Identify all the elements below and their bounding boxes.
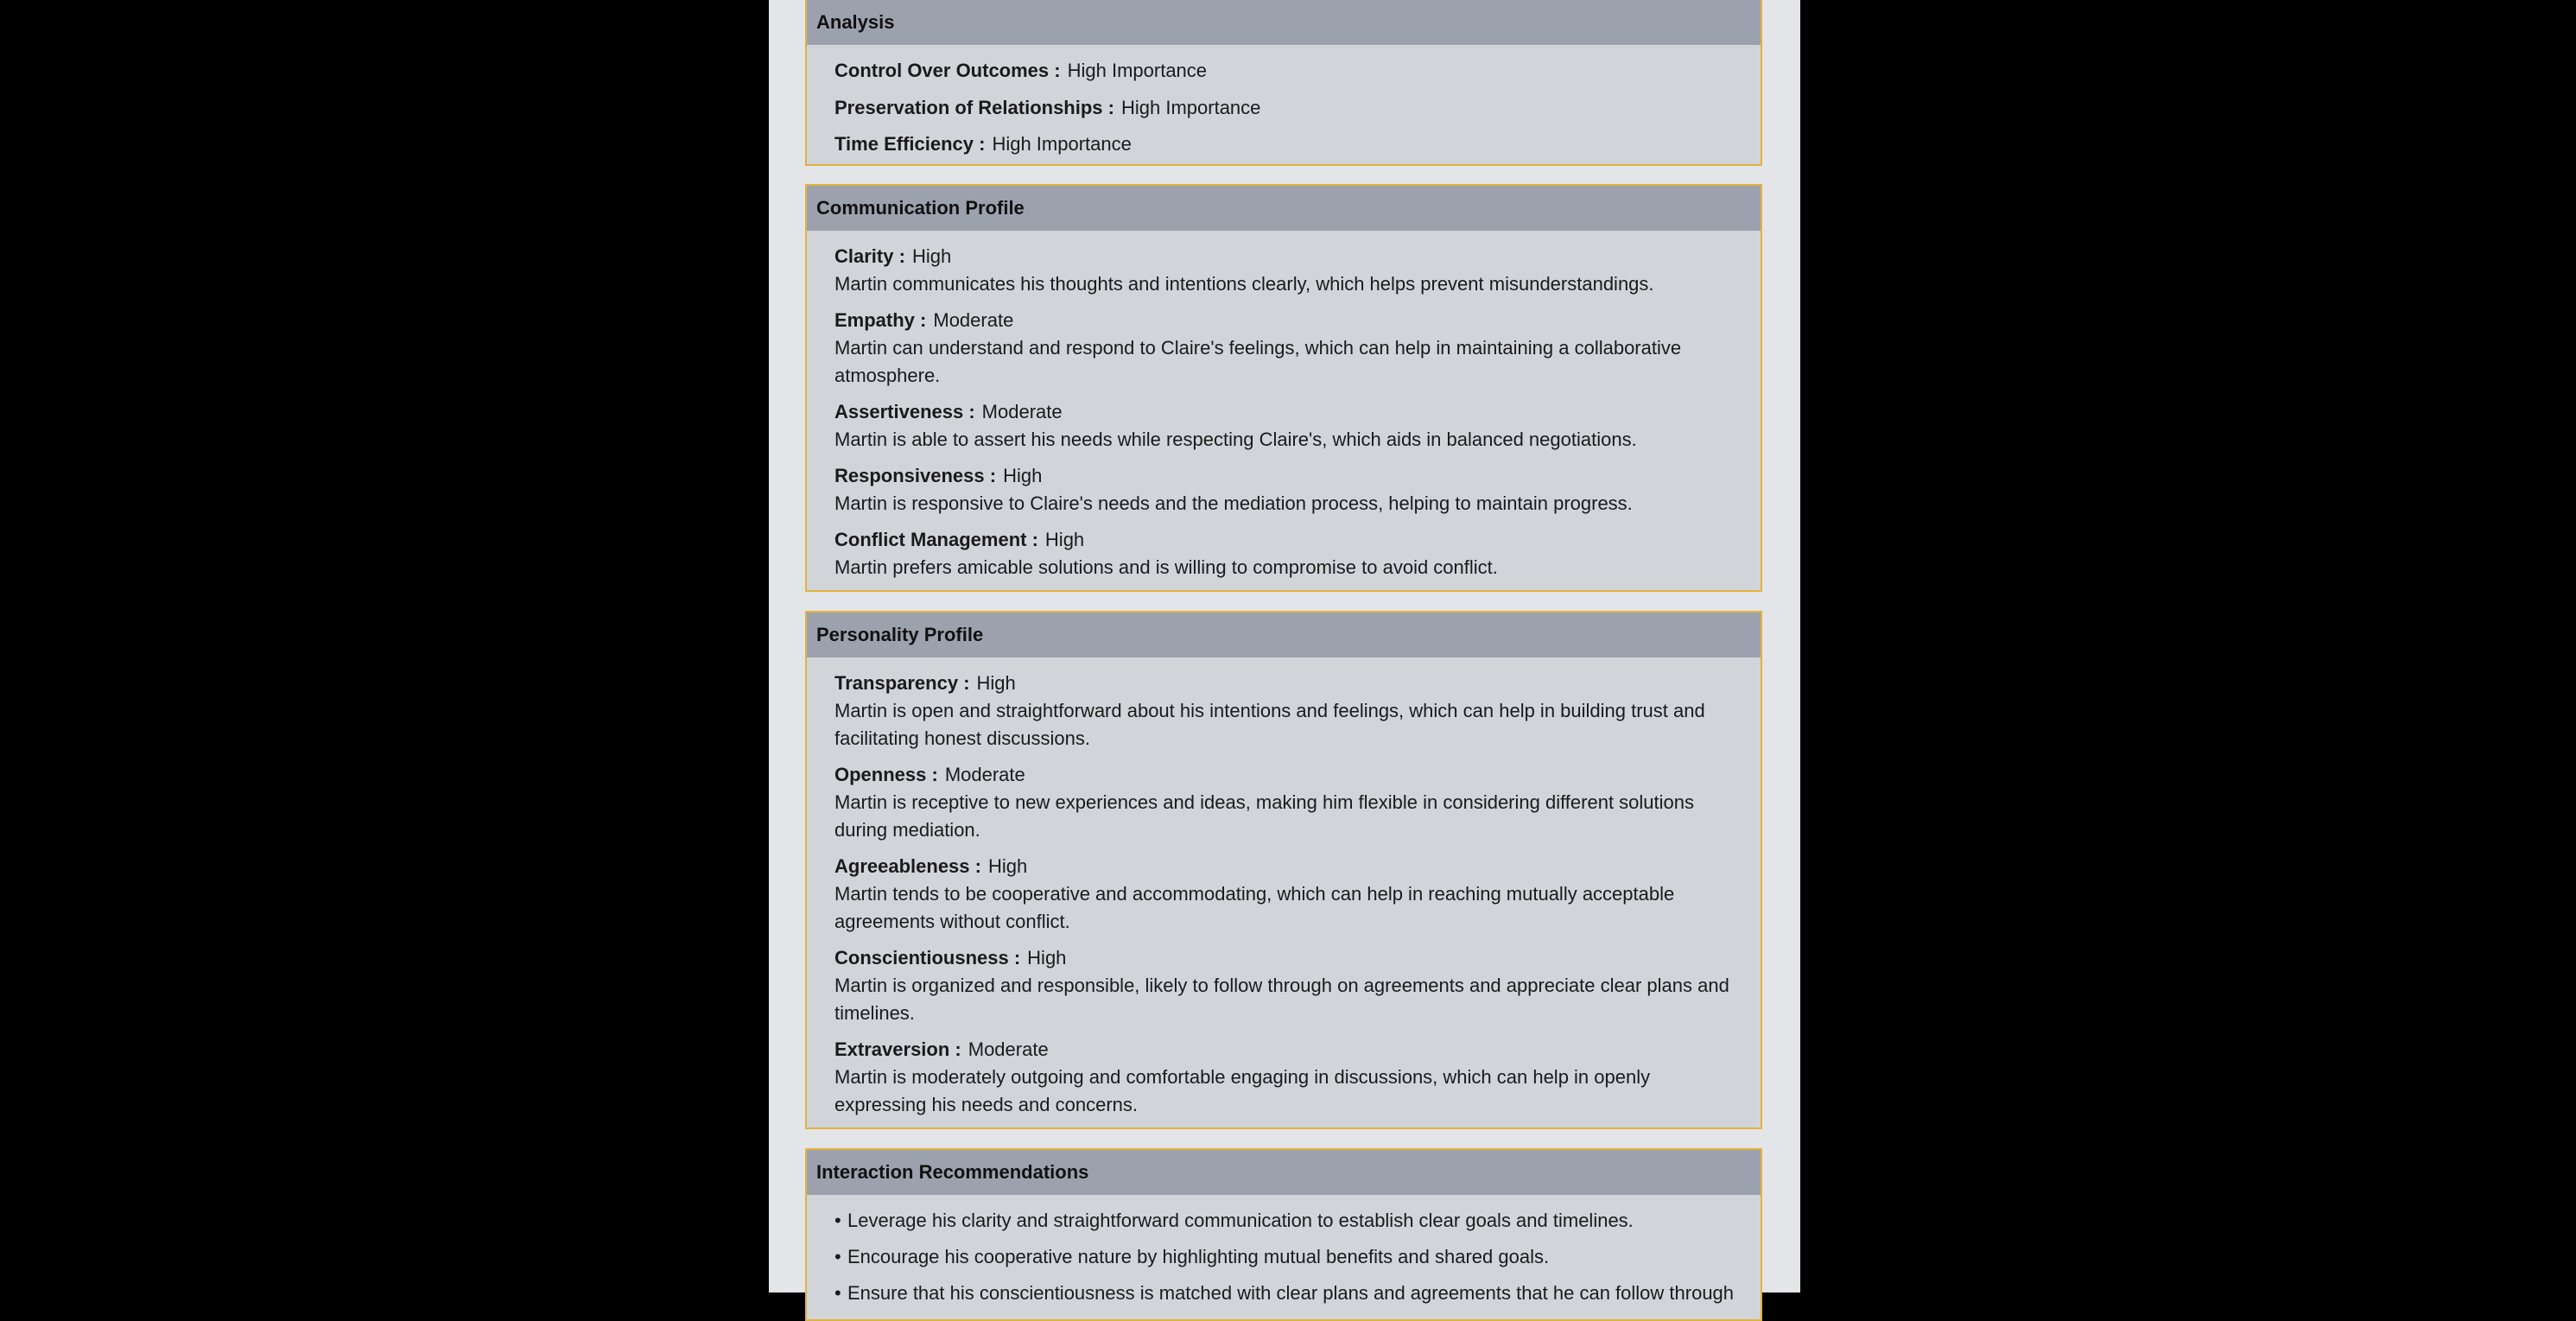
trait-description: Martin tends to be cooperative and accommodating, which can help in reaching mutually acceptable agreements without conflict.: [834, 883, 1675, 932]
recommendation-text: Encourage his cooperative nature by highlighting mutual benefits and shared goals.: [847, 1246, 1550, 1267]
bullet-icon: •: [834, 1246, 841, 1267]
item-value: High Importance: [1067, 60, 1208, 81]
bullet-icon: •: [834, 1210, 841, 1231]
trait-value: High: [1003, 465, 1043, 486]
trait-item: [834, 1036, 1742, 1119]
trait-value: Moderate: [944, 764, 1025, 785]
section-header: [807, 1150, 1761, 1195]
trait-description: Martin is organized and responsible, likely to follow through on agreements and appreciate clear plans and timelines.: [834, 975, 1729, 1024]
trait-label: Agreeableness :: [834, 855, 981, 877]
trait-item: [834, 944, 1742, 1027]
trait-item: [834, 462, 1742, 518]
personality-profile-section: [805, 611, 1762, 1129]
analysis-item: [834, 94, 1742, 122]
bullet-icon: •: [834, 1282, 841, 1304]
section-header: [807, 186, 1761, 231]
trait-value: Moderate: [981, 401, 1063, 422]
trait-label: Extraversion :: [834, 1038, 961, 1060]
section-title: Communication Profile: [816, 197, 1025, 219]
recommendation-item: [834, 1280, 1742, 1307]
profile-page: [769, 0, 1800, 1304]
trait-label: Openness :: [834, 764, 938, 785]
trait-item: [834, 761, 1742, 844]
trait-label: Clarity :: [834, 245, 905, 267]
trait-label: Transparency :: [834, 672, 970, 694]
trait-item: [834, 526, 1742, 581]
analysis-item: [834, 130, 1742, 158]
trait-value: High: [987, 855, 1028, 877]
interaction-recommendations-section: [805, 1148, 1762, 1321]
trait-value: High: [1044, 529, 1085, 550]
trait-label: Empathy :: [834, 309, 926, 331]
trait-item: [834, 670, 1742, 753]
item-label: Time Efficiency :: [834, 133, 985, 155]
trait-description: Martin is open and straightforward about his intentions and feelings, which can help in building trust and facilitating honest discussions.: [834, 700, 1705, 749]
item-label: Control Over Outcomes :: [834, 60, 1061, 81]
trait-label: Conflict Management :: [834, 529, 1038, 550]
item-value: High Importance: [1120, 96, 1261, 118]
section-title: Personality Profile: [816, 624, 984, 645]
trait-value: High: [976, 672, 1016, 694]
trait-description: Martin prefers amicable solutions and is willing to compromise to avoid conflict.: [834, 556, 1498, 578]
trait-value: Moderate: [933, 309, 1014, 331]
analysis-item: [834, 57, 1742, 85]
section-header: [807, 0, 1761, 45]
section-title: Analysis: [816, 11, 895, 33]
trait-item: [834, 243, 1742, 298]
trait-item: [834, 307, 1742, 390]
analysis-section: [805, 0, 1762, 166]
trait-description: Martin is receptive to new experiences and ideas, making him flexible in considering different solutions during mediation.: [834, 791, 1695, 841]
trait-item: [834, 853, 1742, 936]
item-value: High Importance: [992, 133, 1132, 155]
trait-description: Martin is responsive to Claire's needs and the mediation process, helping to maintain progress.: [834, 492, 1633, 514]
trait-value: High: [911, 245, 952, 267]
trait-description: Martin is able to assert his needs while respecting Claire's, which aids in balanced negotiations.: [834, 429, 1637, 450]
communication-profile-section: [805, 184, 1762, 592]
trait-item: [834, 398, 1742, 454]
trait-description: Martin is moderately outgoing and comfortable engaging in discussions, which can help in openly expressing his needs and concerns.: [834, 1066, 1651, 1115]
item-label: Preservation of Relationships :: [834, 97, 1114, 118]
recommendation-text: Leverage his clarity and straightforward communication to establish clear goals and timelines.: [847, 1210, 1634, 1231]
trait-label: Responsiveness :: [834, 465, 996, 486]
trait-label: Conscientiousness :: [834, 947, 1020, 969]
trait-value: Moderate: [968, 1038, 1049, 1060]
recommendation-text: Ensure that his conscientiousness is matched with clear plans and agreements that he can follow through: [847, 1282, 1735, 1304]
recommendation-item: [834, 1243, 1742, 1271]
trait-description: Martin can understand and respond to Claire's feelings, which can help in maintaining a collaborative atmosphere.: [834, 337, 1682, 386]
trait-value: High: [1027, 947, 1067, 969]
section-header: [807, 613, 1761, 657]
trait-label: Assertiveness :: [834, 401, 975, 422]
recommendation-item: [834, 1207, 1742, 1235]
section-title: Interaction Recommendations: [816, 1161, 1089, 1183]
trait-description: Martin communicates his thoughts and intentions clearly, which helps prevent misunderstandings.: [834, 273, 1654, 295]
